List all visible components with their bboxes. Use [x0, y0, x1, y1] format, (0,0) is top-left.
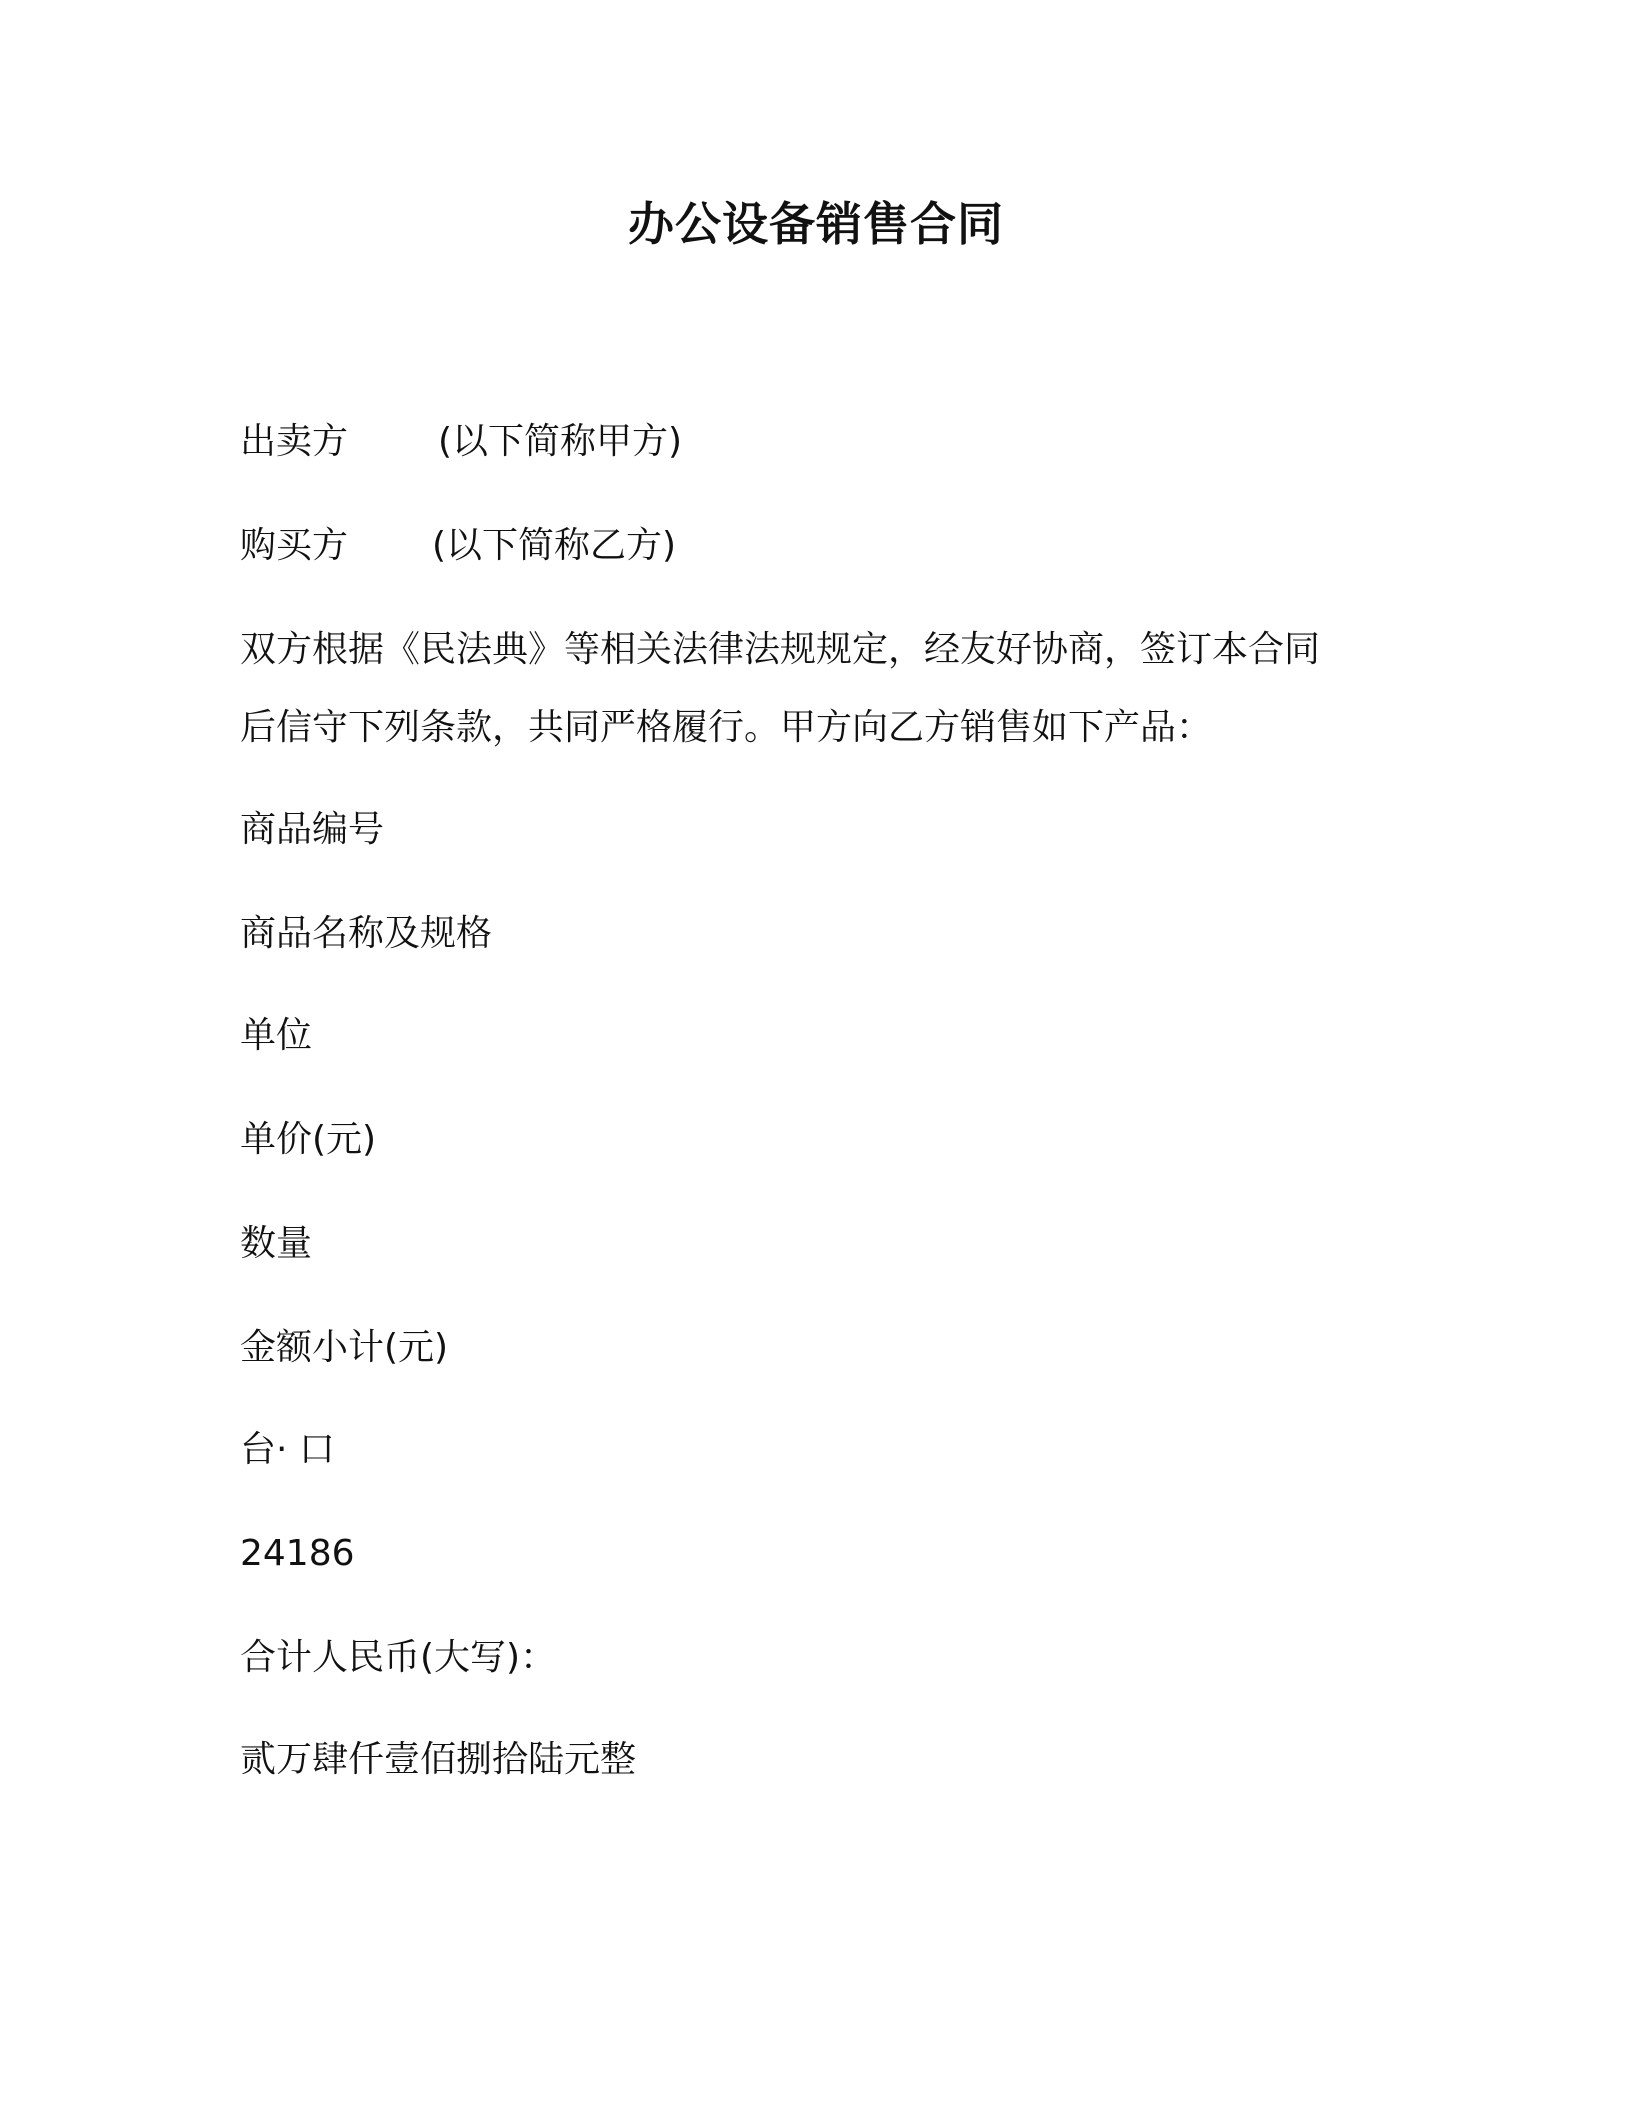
seller-line [240, 418, 682, 466]
document-title: 办公设备销售合同 [628, 197, 1004, 251]
field-quantity: 数量 [240, 1223, 313, 1264]
unit-value: 台· 口 [240, 1429, 335, 1470]
buyer-label: 购买方 [240, 525, 349, 566]
intro-line-2: 后信守下列条款，共同严格履行。甲方向乙方销售如下产品： [240, 707, 1213, 748]
seller-label: 出卖方 [240, 421, 349, 462]
seller-note: (以下简称甲方) [438, 421, 683, 462]
total-label: 合计人民币(大写)： [240, 1637, 557, 1678]
field-unit: 单位 [240, 1015, 313, 1056]
total-value: 贰万肆仟壹佰捌拾陆元整 [240, 1739, 637, 1780]
field-item-no: 商品编号 [240, 809, 385, 850]
intro-line-1: 双方根据《民法典》等相关法律法规规定，经友好协商，签订本合同 [240, 629, 1321, 670]
field-name-spec: 商品名称及规格 [240, 913, 493, 954]
field-unit-price: 单价(元) [240, 1119, 377, 1160]
field-subtotal: 金额小计(元) [240, 1327, 449, 1368]
buyer-line [240, 522, 676, 570]
buyer-note: (以下简称乙方) [432, 525, 677, 566]
amount-value: 24186 [240, 1533, 355, 1574]
